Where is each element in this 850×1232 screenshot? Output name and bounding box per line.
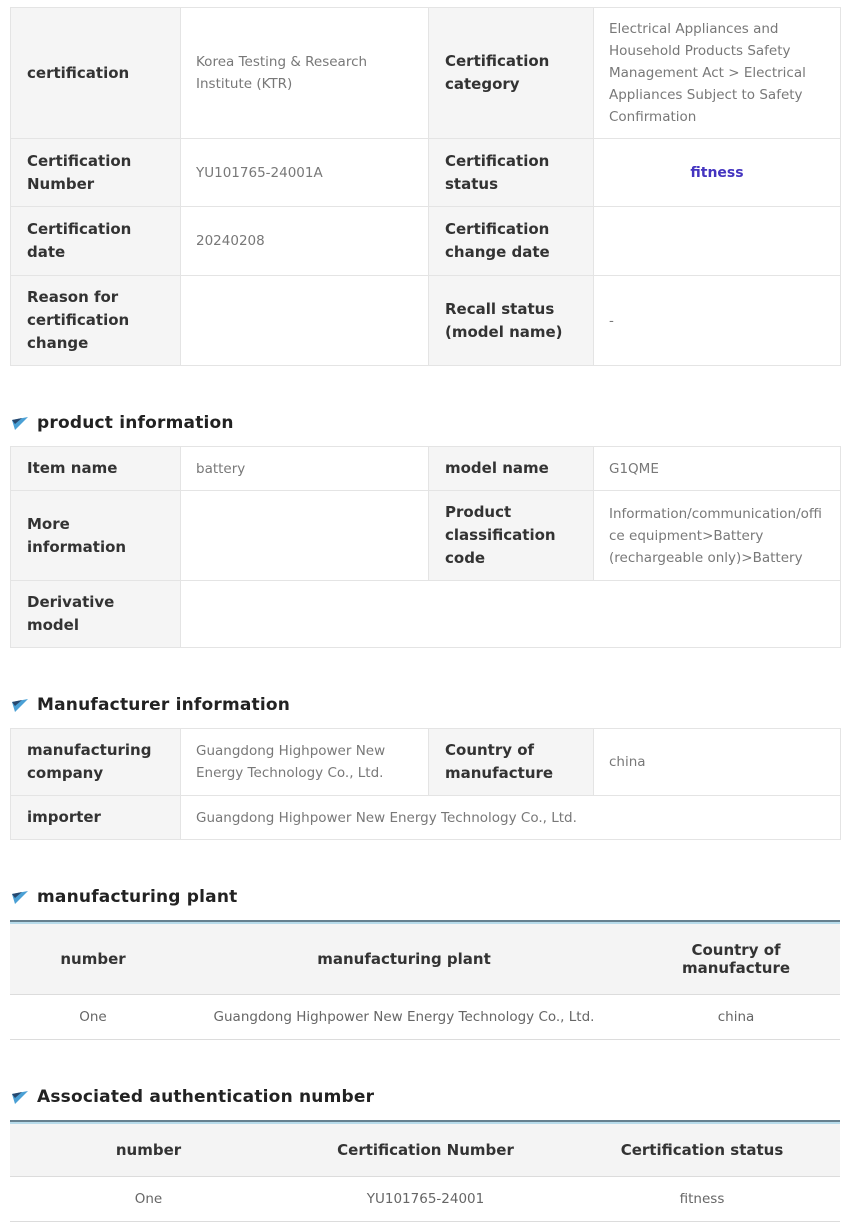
manufacturing-plant-table <box>10 922 840 1040</box>
table-row <box>11 729 841 796</box>
model-name-value: G1QME <box>594 447 841 491</box>
manufacturer-information-section <box>10 695 840 840</box>
certification-change-date-value <box>594 207 841 276</box>
associated-authentication-table-wrap <box>10 1120 840 1222</box>
item-name-label: Item name <box>11 447 181 491</box>
manufacturing-plant-table-wrap <box>10 920 840 1040</box>
assoc-number-value: One <box>10 1177 287 1222</box>
model-name-label: model name <box>429 447 594 491</box>
product-information-table <box>10 446 841 648</box>
section-title-text: Associated authentication number <box>37 1087 375 1107</box>
manufacturing-plant-section <box>10 887 840 1040</box>
derivative-model-label: Derivative model <box>11 581 181 648</box>
section-flag-icon <box>12 417 28 430</box>
section-flag-icon <box>12 699 28 712</box>
associated-authentication-table <box>10 1122 840 1222</box>
manufacturer-information-title <box>12 695 840 715</box>
plant-country-header: Country of manufacture <box>632 923 840 995</box>
plant-country-value: china <box>632 995 840 1040</box>
more-information-value <box>181 491 429 581</box>
manufacturer-information-table <box>10 728 841 840</box>
assoc-cert-status-value: fitness <box>564 1177 840 1222</box>
table-row <box>10 1177 840 1222</box>
derivative-model-value <box>181 581 841 648</box>
reason-for-change-label: Reason for certification change <box>11 276 181 366</box>
certification-number-label: Certification Number <box>11 139 181 207</box>
table-row <box>11 796 841 840</box>
section-flag-icon <box>12 1091 28 1104</box>
table-row <box>11 491 841 581</box>
certification-category-value: Electrical Appliances and Household Products Safety Management Act > Electrical Appliances Subject to Safety Confirmation <box>594 8 841 139</box>
plant-number-value: One <box>10 995 176 1040</box>
section-title-text: manufacturing plant <box>37 887 238 907</box>
assoc-cert-number-header: Certification Number <box>287 1123 564 1177</box>
item-name-value: battery <box>181 447 429 491</box>
section-flag-icon <box>12 891 28 904</box>
certification-category-label: Certification category <box>429 8 594 139</box>
plant-number-header: number <box>10 923 176 995</box>
plant-name-value: Guangdong Highpower New Energy Technology Co., Ltd. <box>176 995 632 1040</box>
certification-number-value: YU101765-24001A <box>181 139 429 207</box>
plant-name-header: manufacturing plant <box>176 923 632 995</box>
certification-status-value[interactable]: fitness <box>594 139 841 207</box>
more-information-label: More information <box>11 491 181 581</box>
assoc-number-header: number <box>10 1123 287 1177</box>
certification-date-value: 20240208 <box>181 207 429 276</box>
table-row <box>11 581 841 648</box>
table-row <box>10 995 840 1040</box>
manufacturing-plant-title <box>12 887 840 907</box>
certification-table <box>10 7 841 366</box>
section-title-text: product information <box>37 413 234 433</box>
associated-authentication-section <box>10 1087 840 1222</box>
section-title-text: Manufacturer information <box>37 695 291 715</box>
table-row <box>11 207 841 276</box>
recall-status-value: - <box>594 276 841 366</box>
product-information-title <box>12 413 840 433</box>
table-header-row <box>10 1123 840 1177</box>
manufacturing-company-label: manufacturing company <box>11 729 181 796</box>
certification-change-date-label: Certification change date <box>429 207 594 276</box>
product-classification-code-label: Product classification code <box>429 491 594 581</box>
reason-for-change-value <box>181 276 429 366</box>
table-header-row <box>10 923 840 995</box>
associated-authentication-title <box>12 1087 840 1107</box>
country-of-manufacture-label: Country of manufacture <box>429 729 594 796</box>
importer-value: Guangdong Highpower New Energy Technology Co., Ltd. <box>181 796 841 840</box>
table-row <box>11 447 841 491</box>
country-of-manufacture-value: china <box>594 729 841 796</box>
table-row <box>11 139 841 207</box>
table-row <box>11 276 841 366</box>
product-information-section <box>10 413 840 648</box>
certification-label: certification <box>11 8 181 139</box>
certification-value: Korea Testing & Research Institute (KTR) <box>181 8 429 139</box>
assoc-cert-number-value: YU101765-24001 <box>287 1177 564 1222</box>
recall-status-label: Recall status (model name) <box>429 276 594 366</box>
table-row <box>11 8 841 139</box>
manufacturing-company-value: Guangdong Highpower New Energy Technology Co., Ltd. <box>181 729 429 796</box>
product-classification-code-value: Information/communication/office equipment>Battery (rechargeable only)>Battery <box>594 491 841 581</box>
importer-label: importer <box>11 796 181 840</box>
certification-status-label: Certification status <box>429 139 594 207</box>
certification-date-label: Certification date <box>11 207 181 276</box>
assoc-cert-status-header: Certification status <box>564 1123 840 1177</box>
